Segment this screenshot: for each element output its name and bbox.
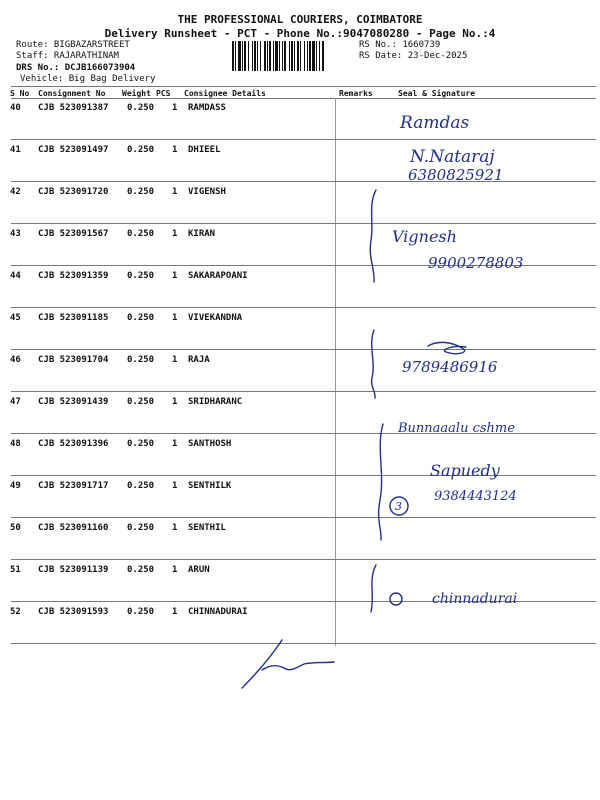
barcode-bar <box>316 41 317 71</box>
row-pcs: 1 <box>172 145 178 155</box>
col-header-consignee: Consignee Details <box>184 89 266 98</box>
barcode-bar <box>257 41 258 71</box>
rs-date: RS Date: 23-Dec-2025 <box>359 51 468 61</box>
barcode-bar <box>309 41 311 71</box>
document-subtitle: Delivery Runsheet - PCT - Phone No.:9047080280 - Page No.:4 <box>104 27 496 40</box>
table-row <box>0 518 600 560</box>
row-consignment-no: CJB 523091704 <box>38 355 109 365</box>
row-pcs: 1 <box>172 397 178 407</box>
row-sno: 52 <box>10 607 21 617</box>
row-sno: 46 <box>10 355 21 365</box>
table-row <box>0 476 600 518</box>
row-rule <box>11 643 596 644</box>
barcode-bar <box>312 41 315 71</box>
row-pcs: 1 <box>172 481 178 491</box>
row-consignee: VIVEKANDNA <box>188 313 243 323</box>
row-consignee: CHINNADURAI <box>188 607 248 617</box>
barcode-bar <box>319 41 320 71</box>
document-title: THE PROFESSIONAL COURIERS, COIMBATORE <box>177 13 423 26</box>
table-row <box>0 266 600 308</box>
row-sno: 41 <box>10 145 21 155</box>
row-pcs: 1 <box>172 103 178 113</box>
ink-sig-49: Sapuedy <box>430 461 500 480</box>
table-row <box>0 350 600 392</box>
row-weight: 0.250 <box>127 313 155 323</box>
row-consignment-no: CJB 523091160 <box>38 523 109 533</box>
row-consignment-no: CJB 523091387 <box>38 103 109 113</box>
row-pcs: 1 <box>172 523 178 533</box>
row-weight: 0.250 <box>127 523 155 533</box>
row-weight: 0.250 <box>127 229 155 239</box>
table-row <box>0 182 600 224</box>
table-row <box>0 98 600 140</box>
table-row <box>0 392 600 434</box>
ink-sig-ramdas: Ramdas <box>400 113 470 133</box>
row-consignment-no: CJB 523091439 <box>38 397 109 407</box>
row-weight: 0.250 <box>127 481 155 491</box>
table-row <box>0 140 600 182</box>
row-sno: 43 <box>10 229 21 239</box>
row-sno: 47 <box>10 397 21 407</box>
barcode-bar <box>284 41 286 71</box>
row-weight: 0.250 <box>127 355 155 365</box>
route-label: Route: BIGBAZARSTREET <box>16 40 130 50</box>
barcode-bar <box>307 41 308 71</box>
row-consignee: KIRAN <box>188 229 216 239</box>
barcode-bar <box>242 41 243 71</box>
barcode-bar <box>254 41 256 71</box>
row-consignee: VIGENSH <box>188 187 226 197</box>
row-consignee: SENTHILK <box>188 481 232 491</box>
barcode-bar <box>264 41 266 71</box>
table-row <box>0 602 600 644</box>
barcode <box>232 41 354 71</box>
ink-sig-chinnadurai: chinnadurai <box>432 591 518 607</box>
header-rule-top <box>11 86 596 87</box>
ink-sig-nataraj: N.Nataraj <box>410 147 495 167</box>
row-weight: 0.250 <box>127 565 155 575</box>
row-sno: 40 <box>10 103 21 113</box>
drs-number: DRS No.: DCJB166073904 <box>16 63 136 73</box>
barcode-bar <box>282 41 283 71</box>
barcode-bar <box>275 41 278 71</box>
row-pcs: 1 <box>172 355 178 365</box>
barcode-bar <box>279 41 280 71</box>
row-consignee: SENTHIL <box>188 523 226 533</box>
row-weight: 0.250 <box>127 145 155 155</box>
row-sno: 50 <box>10 523 21 533</box>
col-header-seal: Seal & Signature <box>398 89 476 98</box>
row-sno: 51 <box>10 565 21 575</box>
row-sno: 44 <box>10 271 21 281</box>
row-consignment-no: CJB 523091567 <box>38 229 109 239</box>
row-weight: 0.250 <box>127 271 155 281</box>
ink-phone-46: 9789486916 <box>402 358 498 376</box>
row-pcs: 1 <box>172 439 178 449</box>
staff-label: Staff: RAJARATHINAM <box>16 51 119 61</box>
row-pcs: 1 <box>172 313 178 323</box>
rs-number: RS No.: 1660739 <box>359 40 441 50</box>
table-row <box>0 434 600 476</box>
row-weight: 0.250 <box>127 103 155 113</box>
row-consignment-no: CJB 523091497 <box>38 145 109 155</box>
barcode-bar <box>297 41 299 71</box>
row-consignee: RAMDASS <box>188 103 226 113</box>
ink-sig-47: Bunnaaalu cshme <box>398 421 515 436</box>
row-sno: 42 <box>10 187 21 197</box>
row-weight: 0.250 <box>127 397 155 407</box>
row-consignment-no: CJB 523091720 <box>38 187 109 197</box>
ink-phone-43: 9900278803 <box>428 254 524 272</box>
ink-signature-bottom <box>242 640 334 688</box>
row-pcs: 1 <box>172 187 178 197</box>
barcode-bar <box>244 41 246 71</box>
barcode-bar <box>273 41 274 71</box>
barcode-bar <box>300 41 301 71</box>
col-header-weight: Weight <box>122 89 151 98</box>
col-header-sno: S No <box>10 89 30 98</box>
row-sno: 45 <box>10 313 21 323</box>
barcode-bar <box>232 41 234 71</box>
barcode-bar <box>304 41 305 71</box>
row-consignee: SAKARAPOANI <box>188 271 248 281</box>
barcode-bar <box>291 41 293 71</box>
table-row <box>0 224 600 266</box>
barcode-bar <box>238 41 241 71</box>
row-pcs: 1 <box>172 271 178 281</box>
barcode-bar <box>294 41 295 71</box>
barcode-bar <box>248 41 249 71</box>
col-header-pcs: PCS <box>156 89 171 98</box>
barcode-bar <box>269 41 271 71</box>
row-consignment-no: CJB 523091717 <box>38 481 109 491</box>
row-sno: 49 <box>10 481 21 491</box>
col-header-remarks: Remarks <box>339 89 373 98</box>
row-consignment-no: CJB 523091396 <box>38 439 109 449</box>
ink-sig-vignesh: Vignesh <box>392 227 457 246</box>
row-weight: 0.250 <box>127 187 155 197</box>
barcode-bar <box>289 41 290 71</box>
row-sno: 48 <box>10 439 21 449</box>
row-consignee: SRIDHARANC <box>188 397 243 407</box>
barcode-bar <box>235 41 236 71</box>
row-consignee: RAJA <box>188 355 210 365</box>
row-consignment-no: CJB 523091593 <box>38 607 109 617</box>
vehicle-label: Vehicle: Big Bag Delivery <box>20 74 156 84</box>
row-consignment-no: CJB 523091359 <box>38 271 109 281</box>
row-pcs: 1 <box>172 607 178 617</box>
row-consignment-no: CJB 523091185 <box>38 313 109 323</box>
row-pcs: 1 <box>172 565 178 575</box>
ink-circled-number: 3 <box>395 500 402 513</box>
table-row <box>0 308 600 350</box>
row-weight: 0.250 <box>127 439 155 449</box>
table-row <box>0 560 600 602</box>
ink-phone-41: 6380825921 <box>408 166 504 184</box>
row-consignee: SANTHOSH <box>188 439 232 449</box>
barcode-bar <box>322 41 324 71</box>
col-header-consignment: Consignment No <box>38 89 106 98</box>
ink-phone-49: 9384443124 <box>434 489 517 504</box>
barcode-bar <box>252 41 253 71</box>
barcode-bar <box>260 41 261 71</box>
row-consignee: DHIEEL <box>188 145 221 155</box>
row-consignment-no: CJB 523091139 <box>38 565 109 575</box>
barcode-bar <box>267 41 268 71</box>
row-consignee: ARUN <box>188 565 210 575</box>
row-weight: 0.250 <box>127 607 155 617</box>
row-pcs: 1 <box>172 229 178 239</box>
